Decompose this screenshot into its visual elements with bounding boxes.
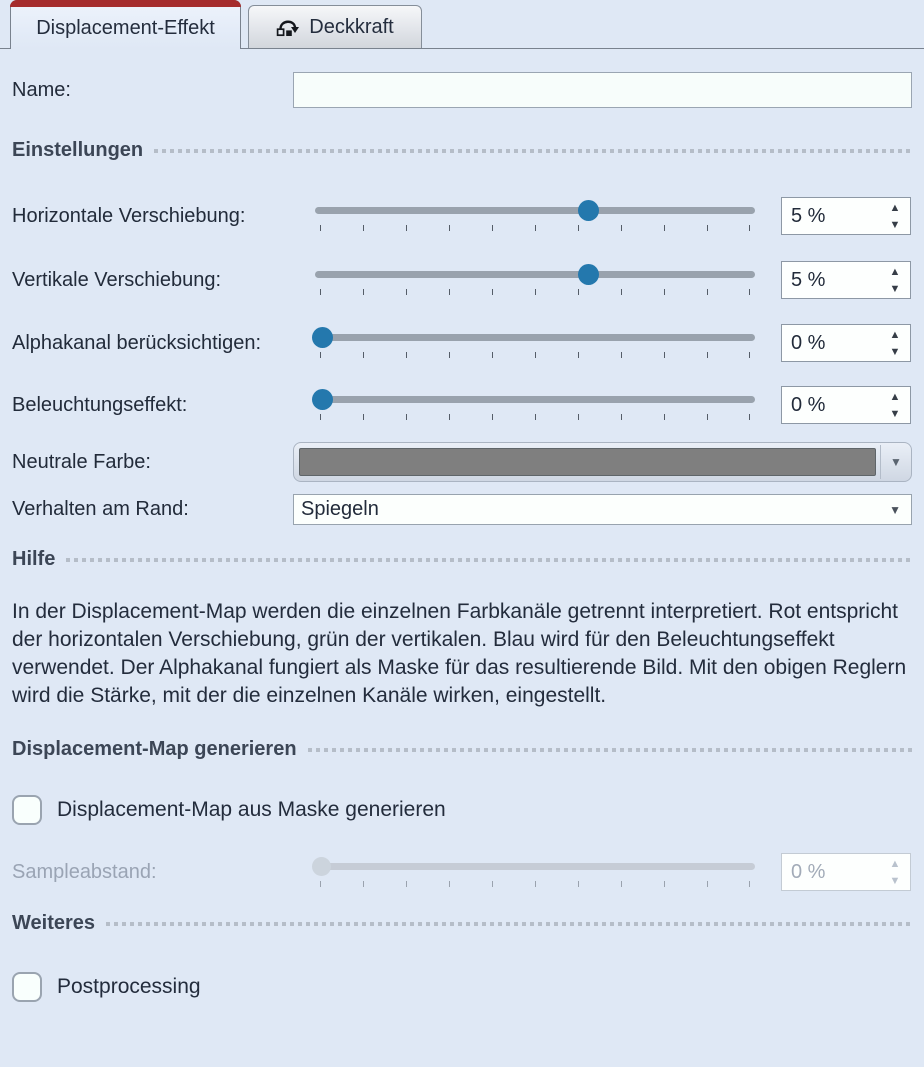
section-title: Displacement-Map generieren (12, 738, 297, 760)
sample-distance-spinbox (781, 853, 911, 891)
slider-track[interactable] (315, 334, 755, 341)
opacity-animation-icon (276, 16, 300, 38)
slider-handle[interactable] (312, 389, 333, 410)
lighting-effect-spinbox[interactable] (781, 386, 911, 424)
slider-handle[interactable] (578, 200, 599, 221)
spin-up-button[interactable]: ▲ (889, 201, 901, 214)
settings-section-header (12, 139, 912, 162)
neutral-color-button[interactable] (293, 442, 912, 482)
slider-ticks (320, 225, 750, 231)
postprocessing-checkbox[interactable] (12, 972, 42, 1002)
vertical-displacement-row (12, 258, 912, 302)
chevron-down-icon[interactable]: ▼ (880, 445, 911, 479)
spinbox-value: 0 % (791, 331, 826, 354)
section-title: Hilfe (12, 548, 56, 570)
color-swatch (299, 448, 876, 476)
slider-handle[interactable] (312, 327, 333, 348)
alpha-channel-row (12, 321, 912, 365)
spin-down-button[interactable]: ▼ (889, 282, 901, 295)
checkbox-label: Displacement-Map aus Maske generieren (57, 798, 446, 821)
spinbox-value: 5 % (791, 204, 826, 227)
selected-option: Spiegeln (301, 498, 379, 520)
generate-from-mask-checkbox[interactable] (12, 795, 42, 825)
active-tab-accent-bar (10, 0, 241, 7)
spinbox-value: 0 % (791, 860, 826, 883)
slider-track[interactable] (315, 271, 755, 278)
spinbox-value: 5 % (791, 268, 826, 291)
slider-label: Alphakanal berücksichtigen: (12, 331, 262, 354)
neutral-color-row (12, 442, 912, 482)
slider-ticks (320, 881, 750, 887)
tab-displacement-effekt[interactable] (10, 0, 241, 49)
help-text: In der Displacement-Map werden die einzelnen Farbkanäle getrennt interpretiert. Rot entspricht der horizontalen Verschiebung, grün der vertikalen. Blau wird für den Beleuchtungseffekt verwendet. Der Alphakanal fungiert als Maske für das resultierende Bild. Mit den obigen Reglern wird die Stärke, mit der die einzelnen Kanäle wirken, eingestellt. (12, 600, 907, 707)
tab-label: Deckkraft (309, 15, 394, 38)
slider-handle (312, 857, 331, 876)
spin-down-button[interactable]: ▼ (889, 407, 901, 420)
spin-up-button[interactable]: ▲ (889, 328, 901, 341)
name-row (12, 72, 912, 108)
panel-content (0, 72, 924, 1002)
vertical-displacement-spinbox[interactable] (781, 261, 911, 299)
help-section-header (12, 548, 912, 571)
slider-track[interactable] (315, 207, 755, 214)
lighting-effect-slider[interactable] (315, 383, 755, 427)
section-divider-dots (154, 149, 912, 153)
tab-label: Displacement-Effekt (36, 16, 215, 39)
section-divider-dots (308, 748, 912, 752)
name-label: Name: (12, 78, 71, 101)
sample-distance-slider (315, 850, 755, 894)
slider-label: Beleuchtungseffekt: (12, 393, 188, 416)
edge-behavior-row (12, 494, 912, 525)
postprocessing-row (12, 972, 912, 1002)
edge-behavior-select[interactable] (293, 494, 912, 525)
sample-distance-row (12, 850, 912, 894)
checkbox-label: Postprocessing (57, 975, 201, 998)
horizontal-displacement-slider[interactable] (315, 194, 755, 238)
alpha-channel-spinbox[interactable] (781, 324, 911, 362)
section-divider-dots (106, 922, 912, 926)
generate-section-header (12, 738, 912, 761)
slider-label: Vertikale Verschiebung: (12, 268, 222, 291)
vertical-displacement-slider[interactable] (315, 258, 755, 302)
section-title: Einstellungen (12, 139, 144, 161)
spin-up-button[interactable]: ▲ (889, 265, 901, 278)
tab-deckkraft[interactable] (248, 5, 422, 49)
spin-up-button[interactable]: ▲ (889, 390, 901, 403)
slider-label: Horizontale Verschiebung: (12, 204, 246, 227)
slider-label: Sampleabstand: (12, 860, 157, 883)
generate-from-mask-row (12, 795, 912, 825)
slider-handle[interactable] (578, 264, 599, 285)
spin-up-button: ▲ (889, 857, 901, 870)
tab-bar (0, 0, 924, 49)
slider-ticks (320, 289, 750, 295)
neutral-color-label: Neutrale Farbe: (12, 450, 151, 473)
section-title: Weiteres (12, 912, 96, 934)
misc-section-header (12, 912, 912, 935)
chevron-down-icon: ▼ (889, 502, 901, 517)
name-input[interactable] (293, 72, 912, 108)
alpha-channel-slider[interactable] (315, 321, 755, 365)
spin-down-button[interactable]: ▼ (889, 218, 901, 231)
edge-behavior-label: Verhalten am Rand: (12, 498, 189, 520)
slider-ticks (320, 352, 750, 358)
slider-ticks (320, 414, 750, 420)
spinbox-value: 0 % (791, 393, 826, 416)
slider-track (315, 863, 755, 870)
horizontal-displacement-spinbox[interactable] (781, 197, 911, 235)
horizontal-displacement-row (12, 194, 912, 238)
lighting-effect-row (12, 383, 912, 427)
spin-down-button[interactable]: ▼ (889, 345, 901, 358)
spin-down-button: ▼ (889, 874, 901, 887)
section-divider-dots (66, 558, 912, 562)
slider-track[interactable] (315, 396, 755, 403)
